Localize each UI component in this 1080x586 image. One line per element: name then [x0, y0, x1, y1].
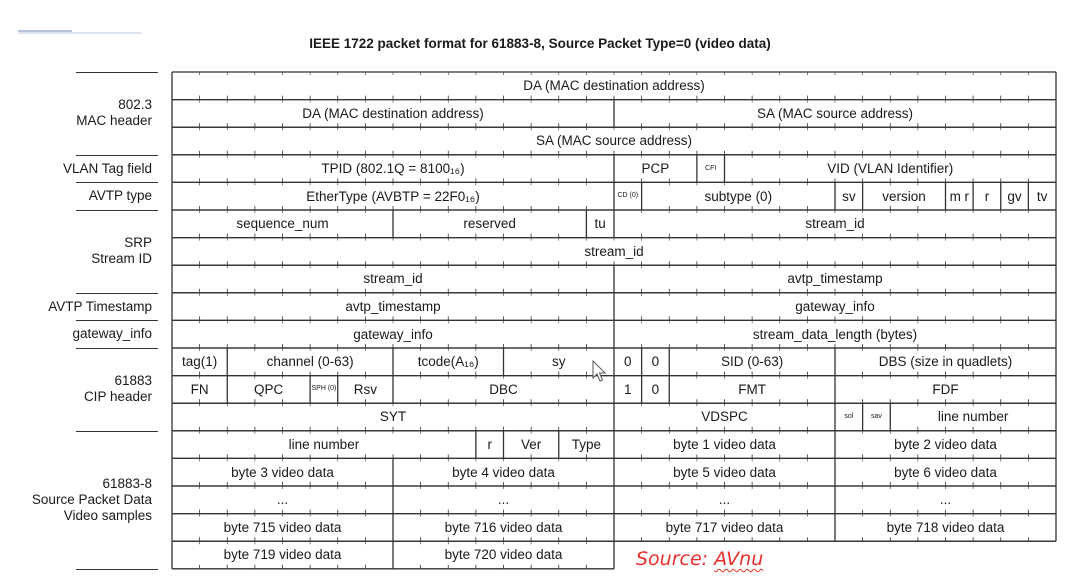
packet-field: stream_id — [584, 243, 644, 259]
side-separator — [76, 182, 158, 183]
packet-field: ... — [497, 492, 510, 508]
diagram-title: IEEE 1722 packet format for 61883-8, Source Packet Type=0 (video data) — [309, 36, 771, 51]
packet-field: SA (MAC source address) — [756, 105, 914, 121]
packet-field: byte 716 video data — [444, 519, 563, 535]
source-credit: Source: AVnu — [636, 548, 764, 570]
side-separator — [76, 320, 158, 321]
side-label — [72, 326, 152, 342]
packet-field: subtype (0) — [704, 188, 773, 204]
packet-field: byte 3 video data — [231, 464, 334, 480]
side-label-line: AVTP type — [88, 188, 152, 204]
packet-field: 1 — [624, 381, 632, 397]
packet-field: tu — [594, 216, 606, 232]
side-label-line: MAC header — [76, 113, 152, 129]
side-label-line: VLAN Tag field — [62, 160, 152, 176]
packet-field: avtp_timestamp — [345, 299, 441, 315]
side-label-line: CIP header — [83, 389, 152, 405]
packet-field: gv — [1007, 188, 1022, 204]
side-label — [63, 161, 152, 177]
side-separator — [76, 293, 158, 294]
packet-field: ... — [276, 492, 289, 508]
packet-field: VDSPC — [701, 409, 748, 425]
packet-field: DBC — [489, 381, 518, 397]
packet-field: SID (0-63) — [720, 354, 784, 370]
packet-field: byte 718 video data — [886, 519, 1005, 535]
packet-field: stream_data_length (bytes) — [752, 326, 918, 342]
packet-field: SA (MAC source address) — [535, 133, 693, 149]
packet-field: byte 720 video data — [444, 547, 563, 563]
packet-field: VID (VLAN Identifier) — [827, 161, 954, 177]
packet-field: byte 2 video data — [894, 437, 997, 453]
packet-field: line number — [288, 437, 360, 453]
side-label — [32, 476, 152, 524]
packet-field: sequence_num — [236, 216, 329, 232]
side-separator — [76, 348, 158, 349]
side-label — [76, 97, 152, 129]
packet-field: DA (MAC destination address) — [523, 78, 705, 94]
packet-field: tag(1) — [181, 354, 218, 370]
packet-field: TPID (802.1Q = 8100₁₆) — [321, 161, 465, 177]
packet-field: byte 1 video data — [673, 437, 776, 453]
packet-field: m r — [949, 188, 970, 204]
side-label — [48, 299, 152, 315]
mouse-cursor-icon — [592, 360, 608, 384]
packet-field: SYT — [379, 409, 407, 425]
side-label-line: Video samples — [63, 507, 152, 523]
side-label-line: SRP — [124, 235, 152, 251]
packet-field: FDF — [932, 381, 959, 397]
packet-field: tcode(A₁₆) — [417, 354, 479, 370]
packet-field: byte 4 video data — [452, 464, 555, 480]
side-label-line: 802.3 — [118, 97, 152, 113]
side-label — [89, 188, 152, 204]
packet-field: tv — [1036, 188, 1048, 204]
packet-field: byte 6 video data — [894, 464, 997, 480]
packet-field: sv — [842, 188, 856, 204]
packet-field: r — [984, 188, 990, 204]
packet-field: ... — [939, 492, 952, 508]
packet-field: byte 717 video data — [665, 519, 784, 535]
side-separator — [76, 72, 158, 73]
packet-field: avtp_timestamp — [787, 271, 883, 287]
packet-field: DBS (size in quadlets) — [878, 354, 1013, 370]
side-label-line: 61883 — [114, 373, 152, 389]
packet-field: Rsv — [353, 381, 377, 397]
side-separator — [76, 155, 158, 156]
packet-field: byte 719 video data — [223, 547, 342, 563]
packet-field: Type — [571, 437, 602, 453]
packet-field: FN — [190, 381, 209, 397]
packet-field: gateway_info — [795, 299, 875, 315]
side-label-line: 61883-8 — [102, 475, 152, 491]
packet-field: sav — [870, 412, 882, 420]
packet-field: reserved — [463, 216, 516, 232]
packet-field: byte 5 video data — [673, 464, 776, 480]
side-label — [84, 373, 152, 405]
side-separator — [76, 569, 158, 570]
packet-field: Ver — [520, 437, 542, 453]
packet-field: PCP — [641, 161, 670, 177]
side-label — [91, 235, 152, 267]
packet-field: stream_id — [805, 216, 865, 232]
packet-field: ... — [718, 492, 731, 508]
packet-field: sy — [552, 354, 566, 370]
packet-field: version — [882, 188, 926, 204]
side-separator — [76, 210, 158, 211]
side-label-line: AVTP Timestamp — [48, 298, 152, 314]
packet-field: channel (0-63) — [266, 354, 354, 370]
packet-field: gateway_info — [353, 326, 433, 342]
packet-field: DA (MAC destination address) — [302, 105, 484, 121]
packet-field: line number — [937, 409, 1009, 425]
packet-field: FMT — [738, 381, 766, 397]
packet-field: SPH (0) — [311, 385, 337, 393]
packet-field: byte 715 video data — [223, 519, 342, 535]
packet-field: 0 — [651, 381, 660, 397]
packet-field: CFI — [705, 164, 717, 172]
side-label-line: Stream ID — [91, 251, 152, 267]
packet-field: EtherType (AVBTP = 22F0₁₆) — [306, 188, 480, 204]
side-label-line: gateway_info — [72, 326, 152, 342]
packet-field: sol — [844, 412, 854, 420]
packet-field: stream_id — [363, 271, 423, 287]
packet-field: 0 — [651, 354, 660, 370]
packet-field: CD (0) — [617, 192, 639, 200]
packet-field: 0 — [624, 354, 632, 370]
packet-field: QPC — [254, 381, 284, 397]
side-separator — [76, 431, 158, 432]
side-label-line: Source Packet Data — [31, 491, 152, 507]
packet-field: r — [487, 437, 492, 453]
